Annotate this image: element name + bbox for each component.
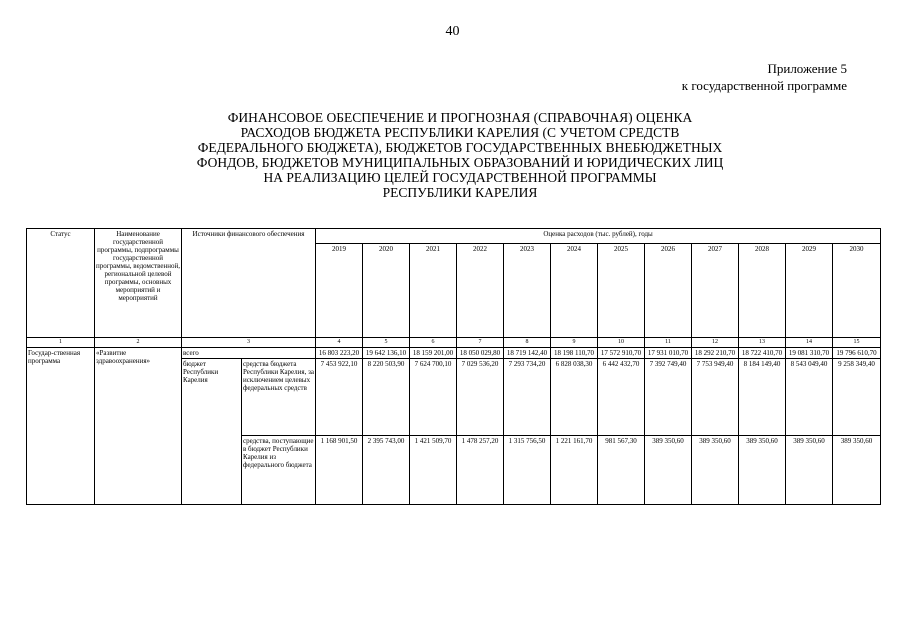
year-header: 2030 (833, 244, 881, 338)
column-number: 3 (182, 338, 316, 348)
value-cell: 18 719 142,40 (504, 348, 551, 359)
value-cell: 389 350,60 (739, 436, 786, 505)
value-cell: 18 292 210,70 (692, 348, 739, 359)
value-cell: 6 442 432,70 (598, 359, 645, 436)
title-line: ФИНАНСОВОЕ ОБЕСПЕЧЕНИЕ И ПРОГНОЗНАЯ (СПРАВОЧНАЯ) ОЦЕНКА (227, 110, 693, 125)
value-cell: 6 828 038,30 (551, 359, 598, 436)
year-header: 2020 (363, 244, 410, 338)
header-estimate: Оценка расходов (тыс. рублей), годы (316, 229, 881, 244)
column-number: 13 (739, 338, 786, 348)
year-header: 2022 (457, 244, 504, 338)
column-number: 15 (833, 338, 881, 348)
column-number: 6 (410, 338, 457, 348)
source-federal-label: средства, поступающие в бюджет Республики Карелия из федерального бюджета (242, 436, 316, 505)
status-cell: Государ-ственная программа (27, 348, 95, 505)
value-cell: 7 453 922,10 (316, 359, 363, 436)
value-cell: 19 796 610,70 (833, 348, 881, 359)
value-cell: 19 642 136,10 (363, 348, 410, 359)
column-number: 7 (457, 338, 504, 348)
year-header: 2019 (316, 244, 363, 338)
title-line: РАСХОДОВ БЮДЖЕТА РЕСПУБЛИКИ КАРЕЛИЯ (С УЧЕТОМ СРЕДСТВ (240, 125, 680, 140)
appendix-note (682, 60, 847, 94)
header-status: Статус (27, 229, 95, 338)
year-header: 2028 (739, 244, 786, 338)
value-cell: 389 350,60 (786, 436, 833, 505)
header-row (27, 229, 881, 244)
value-cell: 1 168 901,50 (316, 436, 363, 505)
value-cell: 2 395 743,00 (363, 436, 410, 505)
column-number: 2 (95, 338, 182, 348)
year-header: 2027 (692, 244, 739, 338)
value-cell: 7 392 749,40 (645, 359, 692, 436)
value-cell: 1 478 257,20 (457, 436, 504, 505)
budget-table (26, 228, 881, 505)
header-sources: Источники финансового обеспечения (182, 229, 316, 338)
table-row-total (27, 348, 881, 359)
value-cell: 7 753 949,40 (692, 359, 739, 436)
value-cell: 8 184 149,40 (739, 359, 786, 436)
page-number: 40 (445, 24, 460, 39)
value-cell: 1 421 509,70 (410, 436, 457, 505)
appendix-line-1: Приложение 5 (767, 61, 847, 76)
value-cell: 8 220 503,90 (363, 359, 410, 436)
value-cell: 7 624 700,10 (410, 359, 457, 436)
value-cell: 7 293 734,20 (504, 359, 551, 436)
value-cell: 16 803 223,20 (316, 348, 363, 359)
program-name-cell: «Развитие здравоохранения» (95, 348, 182, 505)
column-number: 1 (27, 338, 95, 348)
value-cell: 389 350,60 (833, 436, 881, 505)
year-header: 2029 (786, 244, 833, 338)
column-number: 9 (551, 338, 598, 348)
source-own-funds-label: средства бюджета Республики Карелия, за исключением целевых федеральных средств (242, 359, 316, 436)
appendix-line-2: к государственной программе (681, 78, 847, 93)
value-cell: 1 315 756,50 (504, 436, 551, 505)
value-cell: 18 198 110,70 (551, 348, 598, 359)
year-header: 2026 (645, 244, 692, 338)
document-title (120, 110, 800, 200)
value-cell: 19 081 310,70 (786, 348, 833, 359)
title-line: ФОНДОВ, БЮДЖЕТОВ МУНИЦИПАЛЬНЫХ ОБРАЗОВАНИЙ И ЮРИДИЧЕСКИХ ЛИЦ (196, 155, 724, 170)
column-number: 4 (316, 338, 363, 348)
value-cell: 1 221 161,70 (551, 436, 598, 505)
value-cell: 18 159 201,00 (410, 348, 457, 359)
year-header: 2025 (598, 244, 645, 338)
column-number: 10 (598, 338, 645, 348)
value-cell: 17 931 010,70 (645, 348, 692, 359)
column-number: 8 (504, 338, 551, 348)
column-number: 12 (692, 338, 739, 348)
title-line: РЕСПУБЛИКИ КАРЕЛИЯ (382, 185, 538, 200)
value-cell: 9 258 349,40 (833, 359, 881, 436)
title-line: ФЕДЕРАЛЬНОГО БЮДЖЕТА), БЮДЖЕТОВ ГОСУДАРСТВЕННЫХ ВНЕБЮДЖЕТНЫХ (197, 140, 723, 155)
value-cell: 17 572 910,70 (598, 348, 645, 359)
header-name: Наименование государственной программы, подпрограммы государственной программы, ведомственной, региональной целевой программы, основных мероприятий и мероприятий (95, 229, 182, 338)
value-cell: 389 350,60 (645, 436, 692, 505)
value-cell: 981 567,30 (598, 436, 645, 505)
column-number: 14 (786, 338, 833, 348)
column-number: 5 (363, 338, 410, 348)
source-budget-label: бюджет Республики Карелия (182, 359, 242, 505)
value-cell: 18 050 029,80 (457, 348, 504, 359)
year-header: 2023 (504, 244, 551, 338)
value-cell: 7 029 536,20 (457, 359, 504, 436)
column-number: 11 (645, 338, 692, 348)
value-cell: 389 350,60 (692, 436, 739, 505)
title-line: НА РЕАЛИЗАЦИЮ ЦЕЛЕЙ ГОСУДАРСТВЕННОЙ ПРОГРАММЫ (263, 170, 657, 185)
value-cell: 8 543 049,40 (786, 359, 833, 436)
column-number-row (27, 338, 881, 348)
year-header: 2024 (551, 244, 598, 338)
value-cell: 18 722 410,70 (739, 348, 786, 359)
source-total-label: всего (182, 348, 316, 359)
year-header: 2021 (410, 244, 457, 338)
